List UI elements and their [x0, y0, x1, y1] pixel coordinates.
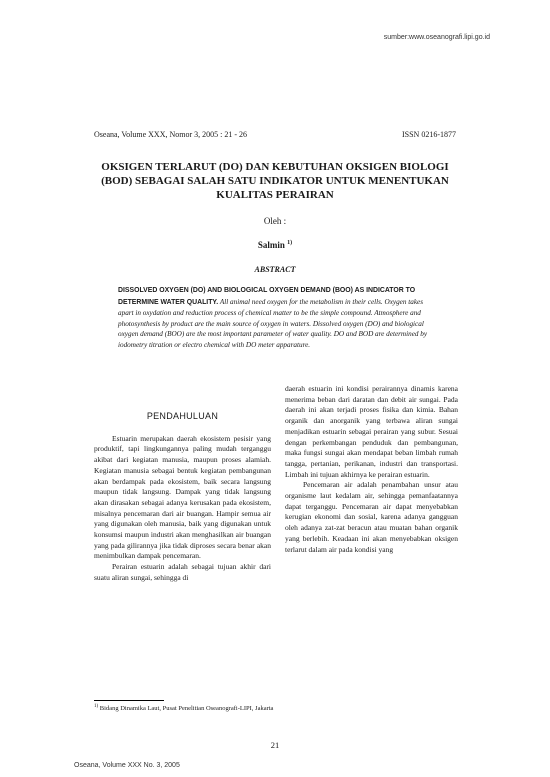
paper-title [70, 160, 480, 202]
author-name: Salmin [257, 240, 285, 250]
footnote-mark: 1) [94, 704, 99, 709]
author-affiliation-mark: 1) [287, 240, 293, 246]
by-label: Oleh : [263, 216, 287, 226]
paragraph: daerah estuarin ini kondisi perairannya dinamis karena menerima beban dari daratan dan debit air sungai. Pada daerah ini akan terjadi proses fisika dan kimia. Bahan organik dan anorganik yang terbawa aliran sungai menjadikan estuarin sebagai perairan yang subur. Sesuai dengan perkembangan penduduk dan pembangunan, maka fungsi sungai akan mendapat beban limbah rumah tangga, pertanian, perikanan, industri dan transportasi. Limbah ini tujuan akhirnya ke perairan estuarin. [285, 384, 458, 479]
abstract-heading: ABSTRACT [254, 265, 296, 274]
footnote-divider [94, 700, 164, 701]
section-heading: PENDAHULUAN [146, 411, 219, 421]
left-column [94, 407, 271, 584]
title-line-2: (BOD) SEBAGAI SALAH SATU INDIKATOR UNTUK MENENTUKAN [101, 175, 449, 187]
paragraph: Perairan estuarin adalah sebagai tujuan akhir dari suatu aliran sungai, sehingga di [94, 562, 271, 582]
title-line-1: OKSIGEN TERLARUT (DO) DAN KEBUTUHAN OKSIGEN BIOLOGI [101, 161, 449, 173]
journal-header [94, 130, 456, 139]
abstract-title: DISSOLVED OXYGEN (DO) AND BIOLOGICAL OXYGEN DEMAND (BOO) AS INDICATOR TO DETERMINE WATER QUALITY. [118, 287, 416, 306]
page-footer: Oseana, Volume XXX No. 3, 2005 [74, 762, 180, 769]
abstract [118, 285, 434, 351]
paragraph: Estuarin merupakan daerah ekosistem pesisir yang produktif, tapi lingkungannya paling mudah terganggu akibat dari kegiatan manusia, maupun proses alamiah. Kegiatan manusia sebagai bentuk kegiatan pembangunan akan berdampak pada ekosistem, baik secara langsung maupun tidak langsung. Dampak yang tidak langsung akan dirasakan sebagai adanya kerusakan pada ekosistem, misalnya pencemaran dari air buangan. Hampir semua air yang digunakan oleh manusia, baik yang digunakan untuk konsumsi maupun industri akan menghasilkan air buangan yang pada gilirannya jika tidak diproses secara benar akan menimbulkan dampak pencemaran. [94, 433, 271, 561]
abstract-body: All animal need oxygen for the metabolism in their cells. Oxygen takes apart in oxydation and reduction process of chemical matter to be the simple compound. Atmosphere and photosynthesis by product are the main source of oxygen in waters. Dissolved oxygen (DO) and biological oxygen demand (BOO) are the most important parameter of water quality. DO and BOD are determined by iodometry titration or electro chemical with DO meter apparature. [118, 297, 428, 349]
journal-citation: Oseana, Volume XXX, Nomor 3, 2005 : 21 - 26 [94, 130, 248, 139]
footnote-text: Bidang Dinamika Laut, Pusat Penelitian Oseanografi-LIPI, Jakarta [98, 705, 274, 713]
footnote [94, 704, 464, 712]
author [0, 240, 550, 250]
title-line-3: KUALITAS PERAIRAN [216, 189, 334, 201]
page-number: 21 [270, 740, 280, 750]
issn: ISSN 0216-1877 [401, 130, 456, 139]
paragraph: Pencemaran air adalah penambahan unsur atau organisme laut kedalam air, sehingga pemanfaatannya dapat terganggu. Pencemaran air dapat menyebabkan kerugian ekonomi dan sosial, karena adanya gangguan oleh adanya zat-zat beracun atau muatan bahan organik yang berlebih. Keadaan ini akan menyebabkan oksigen terlarut dalam air pada kondisi yang [285, 480, 458, 554]
right-column [285, 384, 458, 555]
source-url: sumber:www.oseanografi.lipi.go.id [383, 34, 490, 41]
